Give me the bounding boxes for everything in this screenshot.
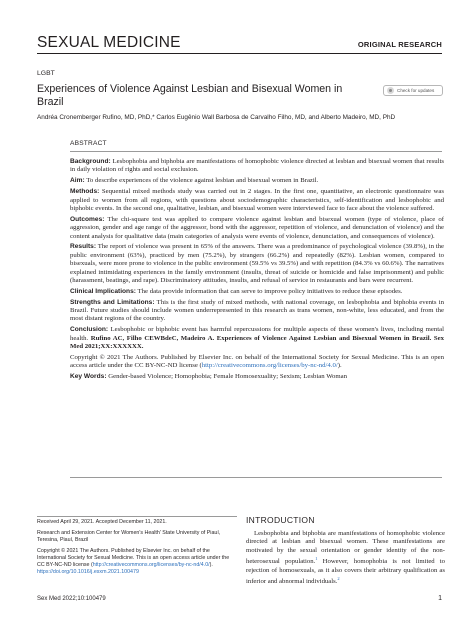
license-link[interactable]: http://creativecommons.org/licenses/by-nc-nd/4.0/	[201, 362, 338, 370]
abstract-top-rule	[70, 151, 442, 152]
abstract-background: Background: Lesbophobia and biphobia are manifestations of homophobic violence directed at lesbian and bisexual women that results in daily violation of rights and social exclusion.	[70, 158, 444, 174]
article-type: ORIGINAL RESEARCH	[357, 40, 442, 49]
author-list: Andréa Cronemberger Rufino, MD, PhD,* Carlos Eugênio Wall Barbosa de Carvalho Filho, MD, and Alberto Madeiro, MD, PhD	[37, 114, 396, 121]
suggested-citation: Rufino AC, Filho CEWBdeC, Madeiro A. Experiences of Violence Against Lesbian and Bisexual Women in Brazil. Sex Med 2021;XX:XXXXXX.	[70, 334, 444, 351]
abstract-outcomes: Outcomes: The chi-square test was applied to compare violence against lesbian and bisexual women (type of violence, place of aggression, gender and age range of the aggressor, bond with the aggressor, repetition of violence, and denunciation of violence) and the content analysis for qualitative data (main categories of analysis were events of violence, denunciation, and consequences of violence).	[70, 215, 444, 240]
abstract-body	[70, 158, 444, 384]
affiliation: Research and Extension Center for Women's Health' State University of Piauí, Teresina, Piauí, Brazil	[37, 530, 221, 543]
abstract-bottom-rule	[70, 477, 442, 478]
footer-citation: Sex Med 2022;10:100479	[37, 596, 106, 602]
page-number: 1	[438, 595, 442, 602]
reference-2[interactable]: 2	[337, 576, 340, 582]
footnote-license-link[interactable]: http://creativecommons.org/licenses/by-nc-nd/4.0/	[92, 562, 210, 568]
abstract-conclusion: Conclusion: Lesbophobic or biphobic event has harmful repercussions for multiple aspects of these women's lives, including mental health. Rufino AC, Filho CEWBdeC, Madeiro A. Experiences of Violence Against Lesbian and Bisexual Women in Brazil. Sex Med 2021;XX:XXXXXX.	[70, 326, 445, 351]
doi-link[interactable]: https://doi.org/10.1016/j.esxm.2021.100479	[37, 569, 139, 575]
footnote-rule	[37, 516, 237, 517]
introduction-heading: INTRODUCTION	[246, 515, 315, 525]
footnote-copyright: Copyright © 2021 The Authors. Published by Elsevier Inc. on behalf of the International Society for Sexual Medicine. This is an open access article under the CC BY-NC-ND license (http://creativecommons.org/licenses/by-nc-nd/4.0/). https://doi.org/10.1016/j.esxm.2021.100479	[37, 548, 230, 575]
introduction-text: Lesbophobia and biphobia are manifestations of homophobic violence directed at lesbian and bisexual women. These manifestations are motivated by the sexual orientation or gender identity of the non-heterosexual population.$^1$ However, homophobia is not limited to rejection of homosexuals, as it also covers their arbitrary qualification as inferior and abnormal individuals.$^2$	[246, 530, 445, 586]
check-updates-label: Check for updates	[397, 88, 435, 93]
abstract-keywords: Key Words: Gender-based Violence; Homophobia; Female Homosexuality; Sexism; Lesbian Woman	[70, 373, 348, 381]
crossmark-icon	[387, 87, 394, 94]
article-title: Experiences of Violence Against Lesbian and Bisexual Women in Brazil	[37, 83, 343, 108]
abstract-clinical: Clinical Implications: The data provide information that can serve to improve policy initiatives to reduce these episodes.	[70, 287, 403, 295]
abstract-heading: ABSTRACT	[70, 140, 107, 147]
received-dates: Received April 29, 2021. Accepted December 11, 2021.	[37, 519, 167, 525]
journal-name: SEXUAL MEDICINE	[37, 34, 181, 51]
section-label: LGBT	[37, 70, 55, 77]
abstract-copyright: Copyright © 2021 The Authors. Published by Elsevier Inc. on behalf of the International Society for Sexual Medicine. This is an open access article under the CC BY-NC-ND license (http://creativecommons.org/licenses/by-nc-nd/4.0/).	[70, 353, 444, 370]
check-updates-button[interactable]	[383, 85, 443, 96]
abstract-results: Results: The report of violence was present in 65% of the answers. There was a predominance of psychological violence (39.8%), in the public environment (63%), practiced by men (75.2%), by strangers (66.2%) and repeatedly (82%). Lesbian women, compared to bisexuals, were more prone to violence in the public environment (59.5% vs 39.5%) and with repetition (84.3% vs 60.6%). The narratives explained intimidating experiences in the family environment (insults, threat of suicide or homicide and false imprisonment) and public (harassment, beatings, and rape). Discriminatory attitudes, insults, and refusal of service in restaurants and bars were recurrent.	[70, 243, 444, 284]
abstract-methods: Methods: Sequential mixed methods study was carried out in 2 stages. In the first one, quantitative, an electronic questionnaire was applied to women from all regions, with questions about sociodemographic characteristics, self-identification and lesbophobic and biphobic events. In the second one, qualitative, lesbian, and bisexual women were interviewed face to face about the violence suffered.	[70, 188, 445, 212]
abstract-aim: Aim: To describe experiences of the violence against lesbian and bisexual women in Brazil.	[70, 177, 319, 185]
abstract-strengths: Strengths and Limitations: This is the first study of mixed methods, with national coverage, on lesbophobia and biphobia events in Brazil. Future studies should include women underrepresented in this research as trans women, non-white, less educated, and from the most distant regions of the country.	[70, 298, 444, 323]
reference-1[interactable]: 1	[315, 556, 318, 562]
header-rule	[37, 53, 442, 54]
